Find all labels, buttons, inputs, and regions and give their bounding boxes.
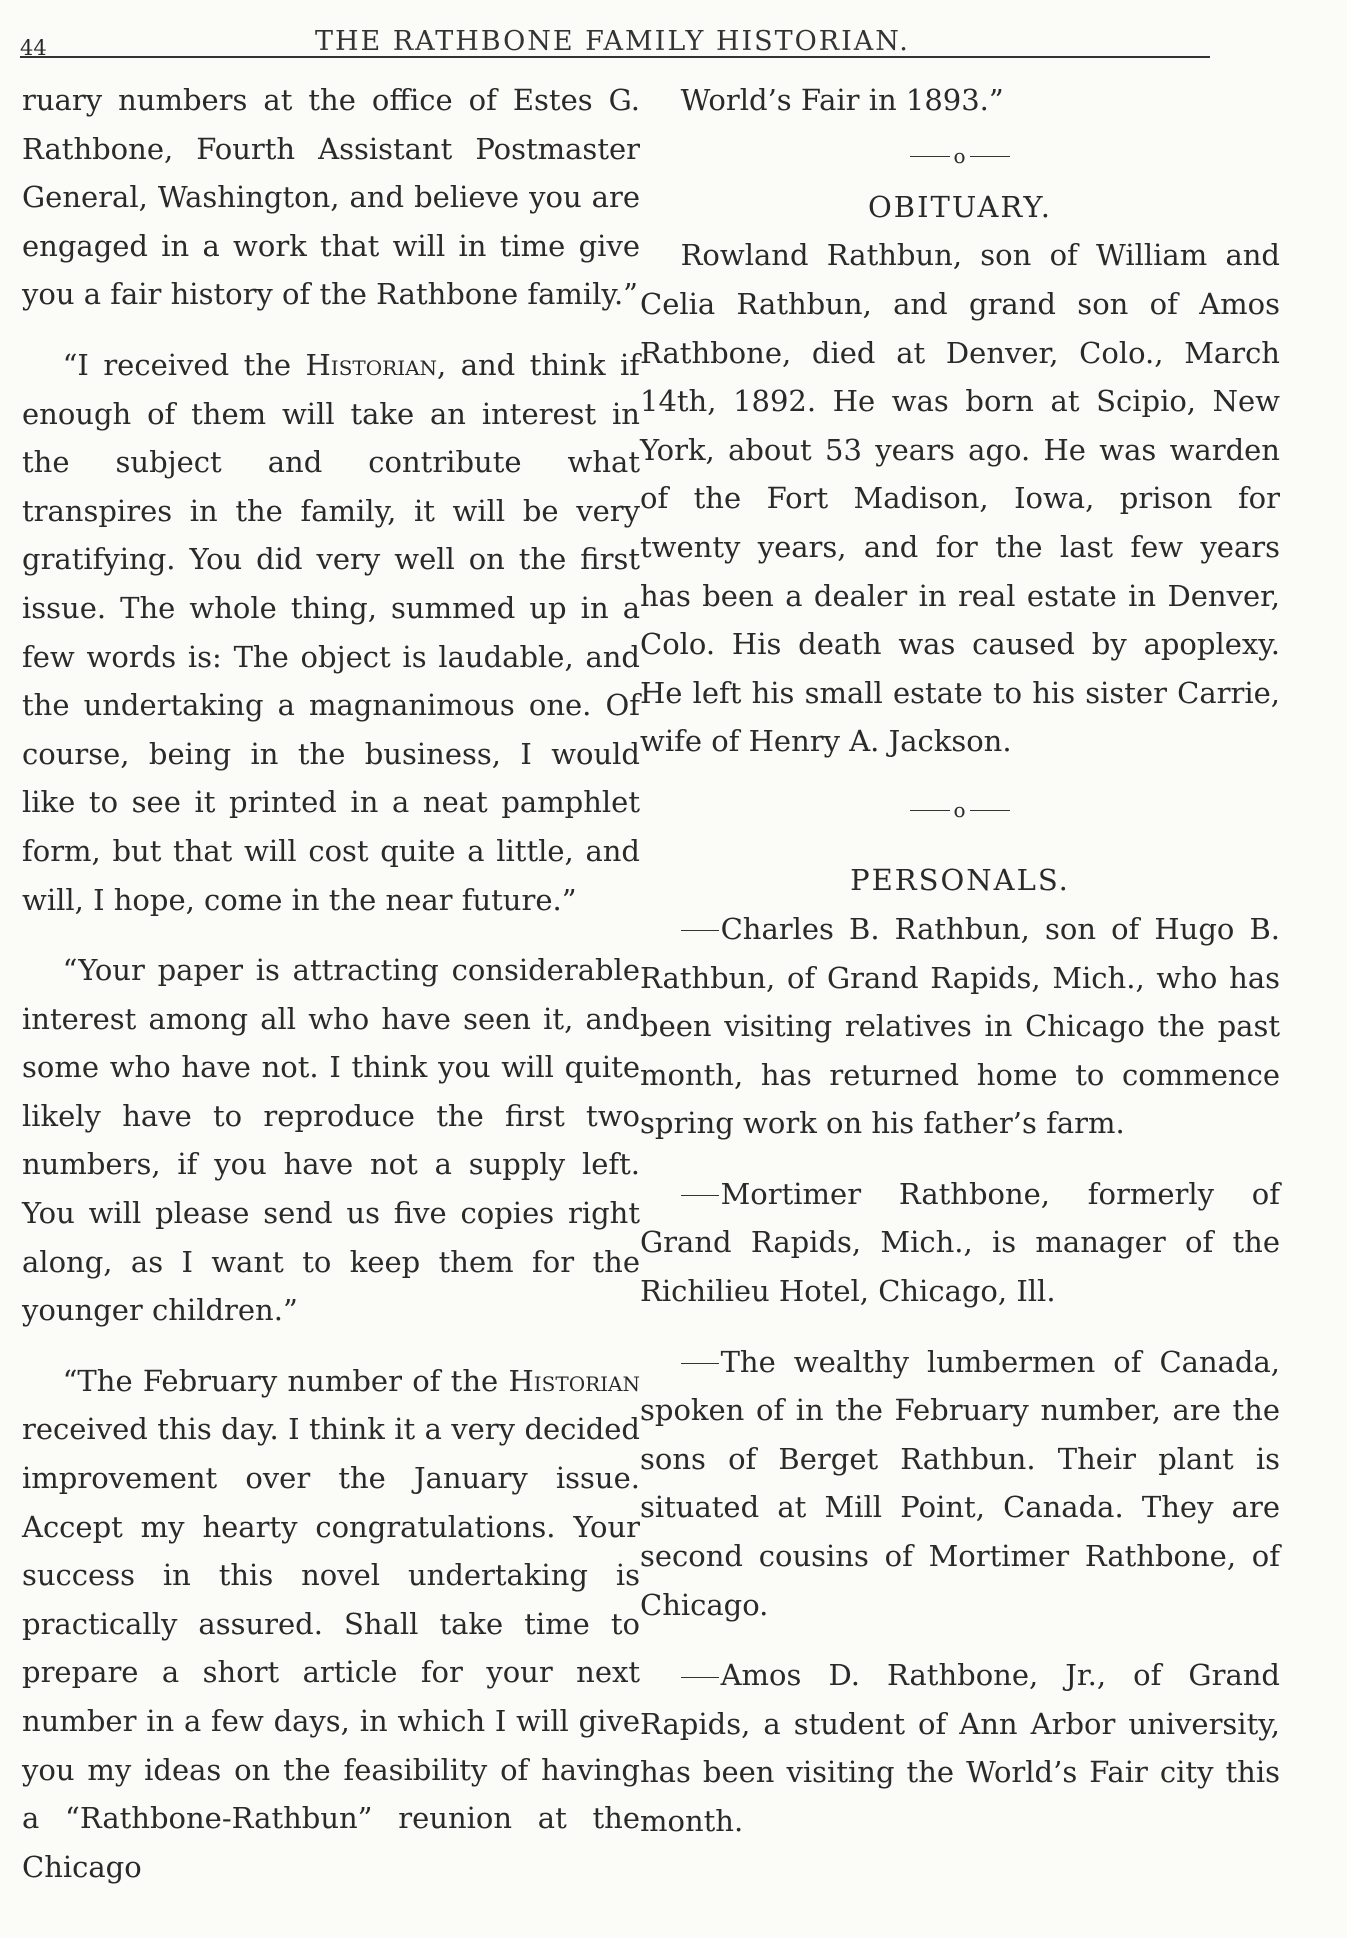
personal-item: Mortimer Rathbone, formerly of Grand Rapids, Mich., is manager of the Richilieu Hotel, Chicago, Ill. [640,1176,1280,1309]
personal-item: Amos D. Rathbone, Jr., of Grand Rapids, a student of Ann Arbor university, has been visiting the World’s Fair city this month. [640,1658,1280,1838]
letter-excerpt-4 [22,1357,640,1892]
letter-excerpt-2-body: , and think if enough of them will take an interest in the subject and contribute what transpires in the family, it will be very gratifying. You did very well on the first issue. The whole thing, summed up in a few words is: The object is laudable, and the undertaking a magnanimous one. Of course, being in the business, I would like to see it printed in a neat pamphlet form, but that will cost quite a little, and will, I hope, come in the near future.” [22,347,640,917]
obituary-text: Rowland Rathbun, son of William and Celia Rathbun, and grand son of Amos Rathbone, died at Denver, Colo., March 14th, 1892. He was born at Scipio, New York, about 53 years ago. He was warden of the Fort Madison, Iowa, prison for twenty years, and for the last few years has been a dealer in real estate in Denver, Colo. His death was caused by apoplexy. He left his small estate to his sister Carrie, wife of Henry A. Jackson. [640,238,1280,759]
right-column [640,76,1280,1846]
letter-excerpt-2 [22,341,640,924]
letter-excerpt-4-body: received this day. I think it a very decided improvement over the January issue. Accept my hearty congratulations. Your success in this novel undertaking is practically assured. Shall take time to prepare a short article for your next number in a few days, in which I will give you my ideas on the feasibility of having a “Rathbone-Rathbun” reunion at the Chicago [22,1412,640,1884]
divider-mark: o [953,144,967,169]
personal-item: Charles B. Rathbun, son of Hugo B. Rathbun, of Grand Rapids, Mich., who has been visiting relatives in Chicago the past month, has returned home to commence spring work on his father’s farm. [640,911,1280,1141]
section-divider [640,784,1280,834]
letter-continuation: World’s Fair in 1893.” [680,83,1004,117]
page-number: 44 [20,36,47,60]
letter-excerpt-2-lead: “I received the [62,347,306,382]
letter-excerpt-3: “Your paper is attracting considerable interest among all who have seen it, and some who have not. I think you will quite likely have to reproduce the first two numbers, if you have not a supply left. You will please send us five copies right along, as I want to keep them for the younger children.” [22,953,640,1328]
running-title: THE RATHBONE FAMILY HISTORIAN. [315,26,910,57]
historian-smallcaps: Historian [305,347,438,382]
letter-excerpt-4-lead: “The February number of the [62,1363,509,1398]
personal-item: The wealthy lumbermen of Canada, spoken of in the February number, are the sons of Berget Rathbun. Their plant is situated at Mill Point, Canada. They are second cousins of Mortimer Rathbone, of Chicago. [640,1344,1280,1622]
historian-smallcaps: Historian [508,1363,640,1398]
page-header [20,22,1210,58]
section-divider [640,131,1280,181]
left-column [22,76,640,1891]
letter-excerpt-1: ruary numbers at the office of Estes G. Rathbone, Fourth Assistant Postmaster General, Washington, and believe you are engaged in a work that will in time give you a fair history of the Rathbone family.” [22,83,640,312]
divider-mark: o [953,797,967,822]
obituary-heading: OBITUARY. [868,189,1052,224]
personals-heading: PERSONALS. [850,863,1070,898]
